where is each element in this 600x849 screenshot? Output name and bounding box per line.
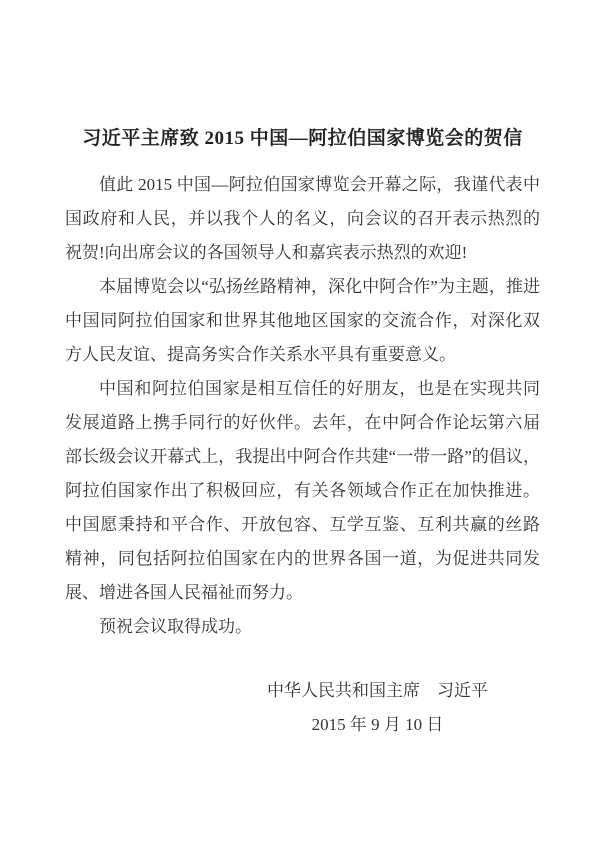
letter-body: [65, 168, 540, 644]
paragraph-theme: 本届博览会以“弘扬丝路精神，深化中阿合作”为主题，推进中国同阿拉伯国家和世界其他地区国家的交流合作，对深化双方人民友谊、提高务实合作关系水平具有重要意义。: [65, 277, 540, 364]
paragraph-cooperation: 中国和阿拉伯国家是相互信任的好朋友，也是在实现共同发展道路上携手同行的好伙伴。去年，在中阿合作论坛第六届部长级会议开幕式上，我提出中阿合作共建“一带一路”的倡议，阿拉伯国家作出了积极回应，有关各领域合作正在加快推进。中国愿秉持和平合作、开放包容、互学互鉴、互利共赢的丝路精神，同包括阿拉伯国家在内的世界各国一道，为促进共同发展、增进各国人民福祉而努力。: [65, 379, 540, 602]
page-title: 习近平主席致 2015 中国—阿拉伯国家博览会的贺信: [82, 128, 523, 149]
paragraph-wish: 预祝会议取得成功。: [99, 617, 252, 636]
paragraph-greeting: 值此 2015 中国—阿拉伯国家博览会开幕之际，我谨代表中国政府和人民，并以我个人的名义，向会议的召开表示热烈的祝贺!向出席会议的各国领导人和嘉宾表示热烈的欢迎!: [65, 175, 540, 262]
date-line: 2015 年 9 月 10 日: [311, 715, 444, 734]
signature-line: 中华人民共和国主席 习近平: [267, 681, 488, 700]
closing-block: [267, 674, 488, 742]
